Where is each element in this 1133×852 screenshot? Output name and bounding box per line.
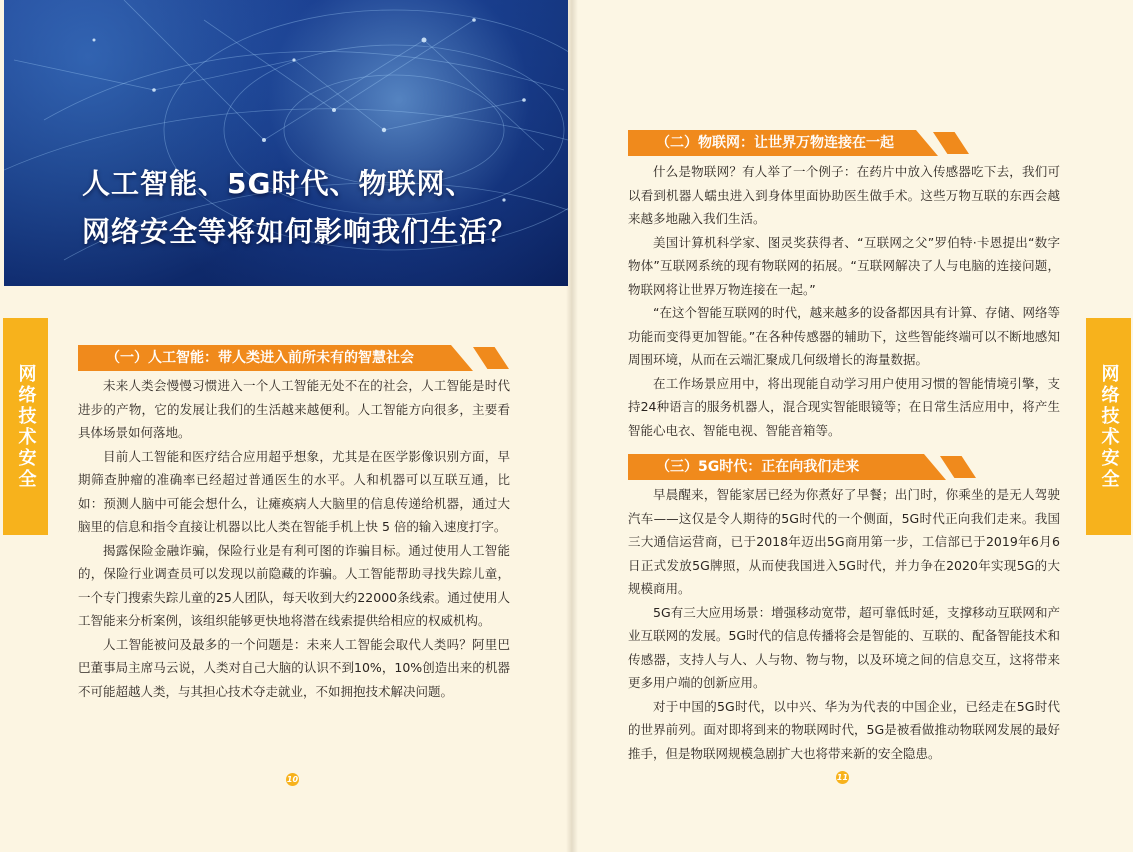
page-number-left: 10	[286, 775, 299, 784]
hero-banner	[4, 0, 568, 286]
section2-heading: （二）物联网：让世界万物连接在一起	[656, 135, 894, 151]
paragraph: 未来人类会慢慢习惯进入一个人工智能无处不在的社会，人工智能是时代进步的产物，它的发展让我们的生活越来越便利。人工智能方向很多，主要看具体场景如何落地。	[78, 378, 510, 440]
paragraph: 早晨醒来，智能家居已经为你煮好了早餐；出门时，你乘坐的是无人驾驶汽车——这仅是令人期待的5G时代的一个侧面，5G时代正向我们走来。我国三大通信运营商，已于2018年迈出5G商用第一步，工信部已于2019年6月6日正式发放5G牌照，从而使我国进入5G时代，并力争在2020年实现5G的大规模商用。	[628, 487, 1060, 596]
section1-heading: （一）人工智能：带人类进入前所未有的智慧社会	[106, 350, 414, 366]
hero-title-line1: 人工智能、5G时代、物联网、	[82, 167, 475, 200]
side-tab-label: 网络技术安全	[1098, 363, 1120, 490]
hero-title-line2: 网络安全等将如何影响我们生活？	[82, 215, 518, 248]
paragraph: 在工作场景应用中，将出现能自动学习用户使用习惯的智能情境引擎，支持24种语言的服务机器人，混合现实智能眼镜等；在日常生活应用中，将产生智能心电衣、智能电视、智能音箱等。	[628, 375, 1060, 438]
section2-heading-banner	[628, 128, 968, 158]
side-tab-label: 网络技术安全	[15, 363, 37, 490]
paragraph: 什么是物联网？有人举了一个例子：在药片中放入传感器吃下去，我们可以看到机器人蠕虫进入到身体里面协助医生做手术。这些万物互联的东西会越来越多地融入我们生活。	[628, 164, 1060, 226]
section3-heading: （三）5G时代：正在向我们走来	[656, 459, 860, 475]
section1-heading-banner	[78, 343, 510, 373]
section3-heading-banner	[628, 452, 968, 482]
side-tab-left	[3, 318, 48, 535]
hero-title	[82, 160, 552, 256]
side-tab-right	[1086, 318, 1131, 535]
paragraph: 目前人工智能和医疗结合应用超乎想象，尤其是在医学影像识别方面，早期筛查肿瘤的准确率已经超过普通医生的水平。人和机器可以互联互通，比如：预测人脑中可能会想什么，让瘫痪病人大脑里的信息传递给机器，通过大脑里的信息和指令直接让机器以比人类在智能手机上快 5 倍的输入速度打字。	[78, 448, 510, 534]
paragraph: 对于中国的5G时代，以中兴、华为为代表的中国企业，已经走在5G时代的世界前列。面对即将到来的物联网时代，5G是被看做推动物联网发展的最好推手，但是物联网规模急剧扩大也将带来新的安全隐患。	[628, 698, 1060, 761]
paragraph: 人工智能被问及最多的一个问题是：未来人工智能会取代人类吗？阿里巴巴董事局主席马云说，人类对自己大脑的认识不到10%，10%创造出来的机器不可能超越人类，与其担心技术夺走就业，不如拥抱技术解决问题。	[78, 636, 510, 699]
page-number-right: 11	[836, 773, 849, 782]
paragraph: 揭露保险金融诈骗，保险行业是有利可图的诈骗目标。通过使用人工智能的，保险行业调查员可以发现以前隐藏的诈骗。人工智能帮助寻找失踪儿童，一个专门搜索失踪儿童的25人团队，每天收到大约22000条线索。通过使用人工智能来分析案例，该组织能够更快地将潜在线索提供给相应的权威机构。	[78, 542, 510, 628]
section1-body	[78, 374, 510, 703]
section3-body	[628, 483, 1060, 765]
section2-body	[628, 160, 1060, 442]
paragraph: 美国计算机科学家、图灵奖获得者、“互联网之父”罗伯特·卡恩提出“数字物体”互联网系统的现有物联网的拓展。“互联网解决了人与电脑的连接问题，物联网将让世界万物连接在一起。”	[628, 234, 1060, 297]
paragraph: 5G有三大应用场景：增强移动宽带，超可靠低时延，支撑移动互联网和产业互联网的发展。5G时代的信息传播将会是智能的、互联的、配备智能技术和传感器，支持人与人、人与物、物与物，以及环境之间的信息交互，这将带来更多用户端的创新应用。	[628, 604, 1060, 690]
paragraph: “在这个智能互联网的时代，越来越多的设备都因具有计算、存储、网络等功能而变得更加智能。”在各种传感器的辅助下，这些智能终端可以不断地感知周围环境，从而在云端汇聚成几何级增长的海量数据。	[628, 305, 1060, 367]
